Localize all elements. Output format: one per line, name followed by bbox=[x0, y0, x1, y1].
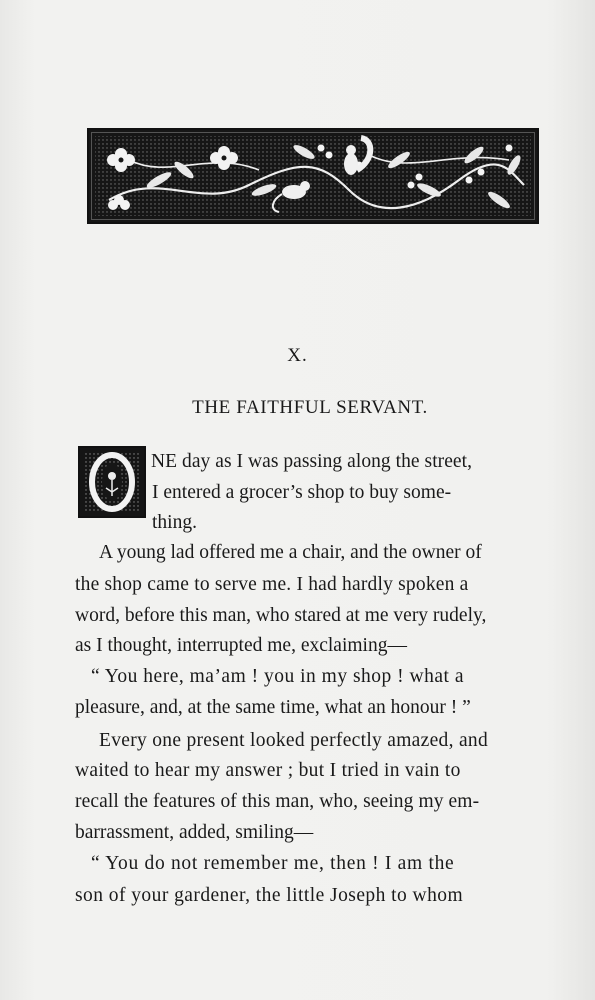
text-line-9: pleasure, and, at the same time, what an honour ! ” bbox=[75, 697, 471, 718]
text-line-7: as I thought, interrupted me, exclaiming— bbox=[75, 635, 407, 656]
text-line-10: Every one present looked perfectly amazed, and bbox=[99, 730, 489, 751]
text-line-11: waited to hear my answer ; but I tried in vain to bbox=[75, 760, 461, 781]
text-line-2: I entered a grocer’s shop to buy some- bbox=[152, 482, 452, 503]
ornamental-headpiece bbox=[87, 128, 539, 224]
floral-ornament-icon bbox=[89, 130, 537, 222]
text-line-14: “ You do not remember me, then ! I am the bbox=[91, 853, 455, 874]
text-line-6: word, before this man, who stared at me very rudely, bbox=[75, 605, 487, 626]
text-line-5: the shop came to serve me. I had hardly spoken a bbox=[75, 574, 469, 595]
text-line-13: barrassment, added, smiling— bbox=[75, 822, 314, 843]
text-line-3: thing. bbox=[152, 512, 197, 533]
text-line-4: A young lad offered me a chair, and the owner of bbox=[99, 542, 482, 563]
chapter-number: X. bbox=[287, 345, 308, 366]
text-line-1: NE day as I was passing along the street, bbox=[151, 451, 473, 472]
text-line-12: recall the features of this man, who, seeing my em- bbox=[75, 791, 480, 812]
chapter-title: THE FAITHFUL SERVANT. bbox=[192, 397, 428, 418]
text-line-15: son of your gardener, the little Joseph to whom bbox=[75, 885, 464, 906]
text-line-8: “ You here, ma’am ! you in my shop ! what a bbox=[91, 666, 464, 687]
drop-cap bbox=[78, 446, 146, 518]
drop-cap-letter-icon bbox=[80, 448, 144, 516]
